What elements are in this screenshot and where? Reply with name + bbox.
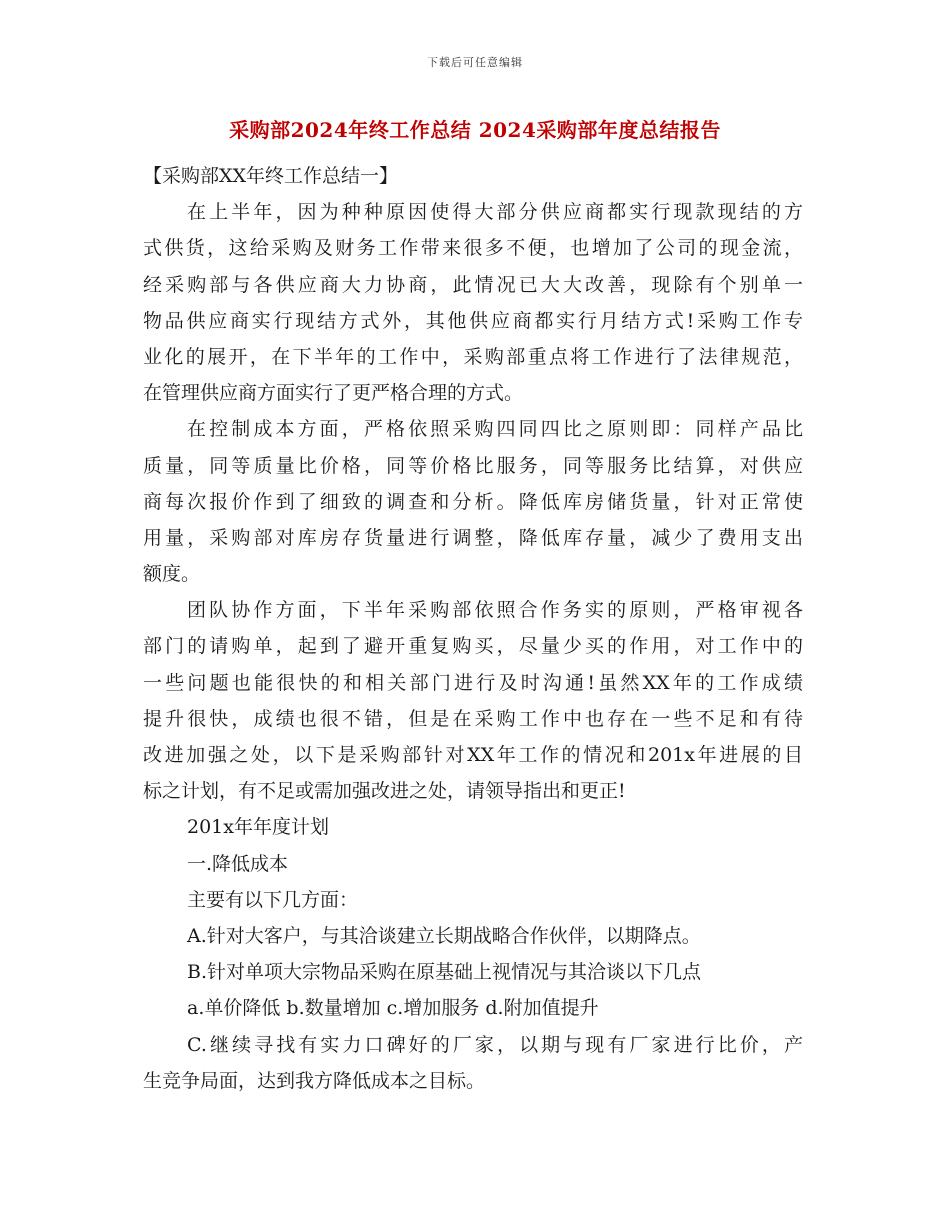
paragraph-line: 部门的请购单，起到了避开重复购买，尽量少买的作用，对工作中的 — [143, 635, 803, 658]
document-body — [143, 158, 803, 1099]
paragraph-line: 业化的展开，在下半年的工作中，采购部重点将工作进行了法律规范， — [143, 345, 803, 368]
plan-item-b: B.针对单项大宗物品采购在原基础上视情况与其洽谈以下几点 — [187, 961, 702, 984]
paragraph-line: 质量，同等质量比价格，同等价格比服务，同等服务比结算，对供应 — [143, 454, 803, 477]
paragraph-line: 在上半年，因为种种原因使得大部分供应商都实行现款现结的方 — [187, 201, 803, 224]
paragraph-line: 生竞争局面，达到我方降低成本之目标。 — [143, 1069, 486, 1092]
paragraph-line: 在管理供应商方面实行了更严格合理的方式。 — [143, 382, 524, 405]
header-note: 下载后可任意编辑 — [427, 56, 523, 69]
paragraph-line: 改进加强之处，以下是采购部针对XX年工作的情况和201x年进展的目 — [143, 744, 803, 766]
plan-intro: 主要有以下几方面： — [187, 888, 359, 911]
paragraph-line: 用量，采购部对库房存货量进行调整，降低库存量，减少了费用支出 — [143, 526, 803, 549]
plan-item-a: A.针对大客户，与其洽谈建立长期战略合作伙伴，以期降点。 — [187, 924, 701, 947]
plan-heading: 201x年年度计划 — [187, 816, 329, 839]
paragraph-line: 经采购部与各供应商大力协商，此情况已大大改善，现除有个别单一 — [143, 273, 803, 296]
plan-item-heading: 一.降低成本 — [187, 852, 289, 875]
plan-sub-items: a.单价降低 b.数量增加 c.增加服务 d.附加值提升 — [187, 997, 599, 1020]
document-title: 采购部2024年终工作总结 2024采购部年度总结报告 — [229, 118, 721, 142]
paragraph-line: 提升很快，成绩也很不错，但是在采购工作中也存在一些不足和有待 — [143, 707, 803, 730]
plan-item-c: C.继续寻找有实力口碑好的厂家，以期与现有厂家进行比价，产 — [187, 1033, 803, 1056]
paragraph-line: 团队协作方面，下半年采购部依照合作务实的原则，严格审视各 — [187, 599, 803, 622]
paragraph-line: 额度。 — [143, 563, 201, 586]
paragraph-line: 商每次报价作到了细致的调查和分析。降低库房储货量，针对正常使 — [143, 490, 803, 513]
paragraph-line: 式供货，这给采购及财务工作带来很多不便，也增加了公司的现金流， — [143, 237, 803, 260]
paragraph-line: 在控制成本方面，严格依照采购四同四比之原则即：同样产品比 — [187, 418, 803, 441]
section-heading: 【采购部XX年终工作总结一】 — [143, 165, 399, 187]
paragraph-line: 物品供应商实行现结方式外，其他供应商都实行月结方式!采购工作专 — [143, 309, 803, 332]
paragraph-line: 一些问题也能很快的和相关部门进行及时沟通!虽然XX年的工作成绩 — [143, 671, 803, 694]
paragraph-line: 标之计划，有不足或需加强改进之处，请领导指出和更正! — [143, 780, 626, 803]
